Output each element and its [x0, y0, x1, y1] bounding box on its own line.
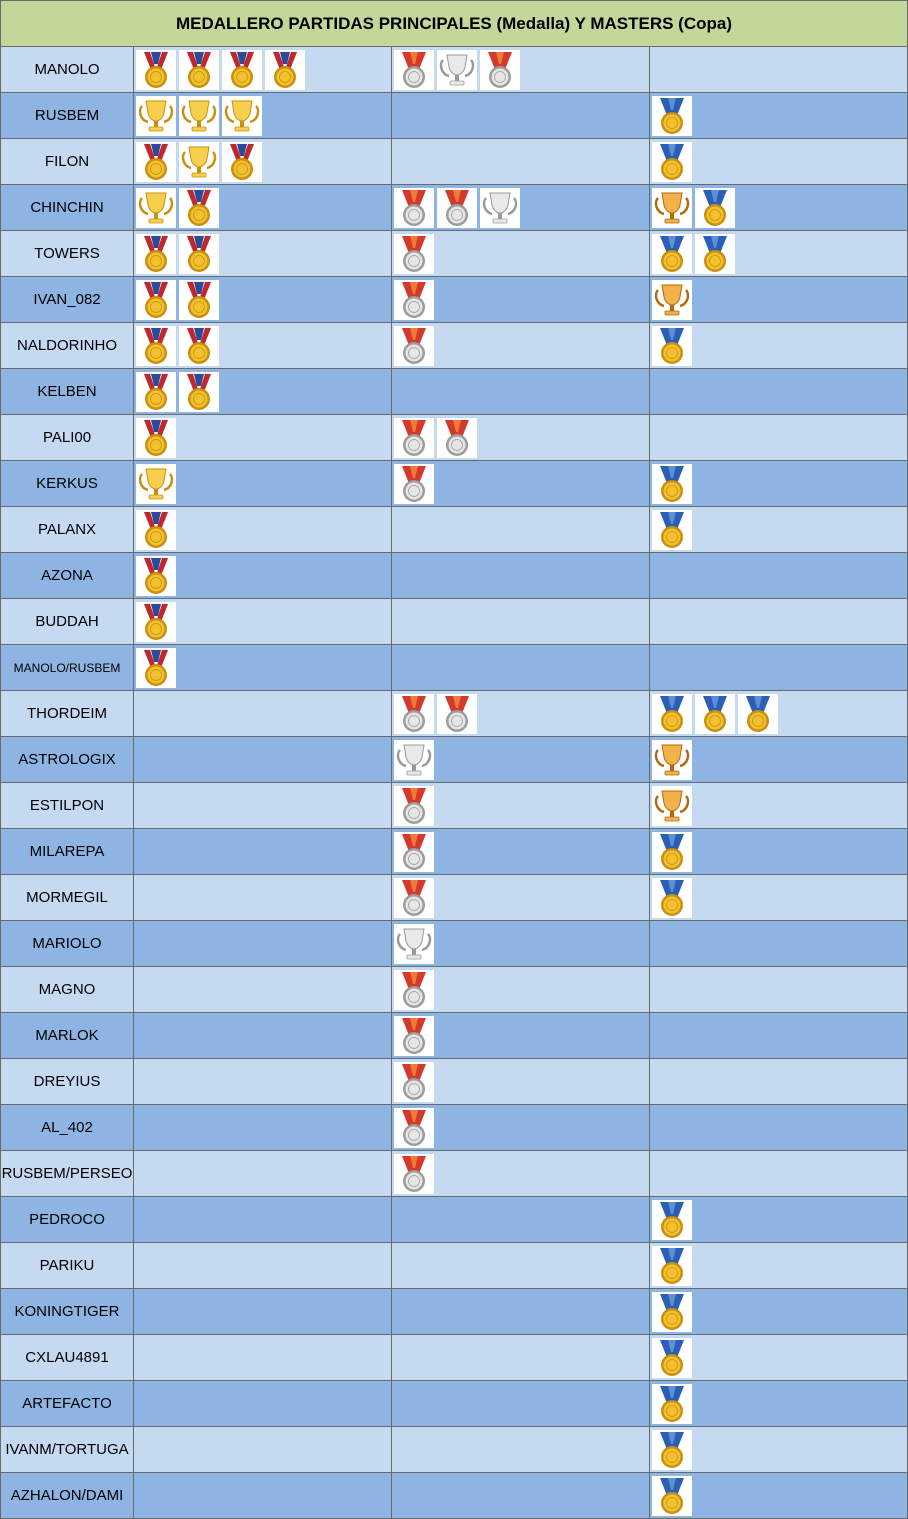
- bronze-awards-cell: [650, 139, 908, 185]
- table-row: [0, 1197, 908, 1243]
- bronze-awards-cell: [650, 1059, 908, 1105]
- silver-awards-cell: [392, 47, 650, 93]
- silver-awards-cell: [392, 553, 650, 599]
- gold-awards-cell: [134, 93, 392, 139]
- silver-awards-cell: [392, 185, 650, 231]
- gold-awards-cell: [134, 1289, 392, 1335]
- bronze-awards-cell: [650, 231, 908, 277]
- bronze-medal-icon: [652, 510, 692, 550]
- bronze-medal-icon: [652, 96, 692, 136]
- table-row: [0, 1059, 908, 1105]
- bronze-medal-icon: [652, 234, 692, 274]
- silver-medal-icon: [394, 418, 434, 458]
- gold-awards-cell: [134, 1059, 392, 1105]
- bronze-awards-cell: [650, 1013, 908, 1059]
- gold-medal-icon: [222, 142, 262, 182]
- gold-awards-cell: [134, 1427, 392, 1473]
- gold-awards-cell: [134, 737, 392, 783]
- silver-awards-cell: [392, 737, 650, 783]
- player-name: MANOLO: [0, 47, 134, 93]
- silver-cup-icon: [394, 740, 434, 780]
- gold-awards-cell: [134, 691, 392, 737]
- bronze-awards-cell: [650, 921, 908, 967]
- gold-awards-cell: [134, 277, 392, 323]
- player-name: ARTEFACTO: [0, 1381, 134, 1427]
- table-row: [0, 691, 908, 737]
- gold-awards-cell: [134, 1335, 392, 1381]
- table-row: [0, 277, 908, 323]
- table-row: [0, 461, 908, 507]
- bronze-cup-icon: [652, 740, 692, 780]
- gold-awards-cell: [134, 507, 392, 553]
- silver-medal-icon: [394, 188, 434, 228]
- table-row: [0, 875, 908, 921]
- player-name: ESTILPON: [0, 783, 134, 829]
- silver-awards-cell: [392, 1289, 650, 1335]
- gold-medal-icon: [136, 602, 176, 642]
- silver-awards-cell: [392, 93, 650, 139]
- gold-medal-icon: [179, 188, 219, 228]
- player-name: PALI00: [0, 415, 134, 461]
- bronze-awards-cell: [650, 1197, 908, 1243]
- bronze-medal-icon: [652, 1200, 692, 1240]
- silver-medal-icon: [394, 694, 434, 734]
- silver-medal-icon: [394, 280, 434, 320]
- silver-awards-cell: [392, 645, 650, 691]
- silver-awards-cell: [392, 369, 650, 415]
- silver-medal-icon: [394, 234, 434, 274]
- bronze-awards-cell: [650, 369, 908, 415]
- gold-cup-icon: [179, 96, 219, 136]
- gold-awards-cell: [134, 231, 392, 277]
- silver-awards-cell: [392, 829, 650, 875]
- bronze-medal-icon: [738, 694, 778, 734]
- gold-medal-icon: [136, 372, 176, 412]
- table-row: [0, 507, 908, 553]
- bronze-cup-icon: [652, 280, 692, 320]
- silver-awards-cell: [392, 1197, 650, 1243]
- silver-medal-icon: [394, 50, 434, 90]
- bronze-awards-cell: [650, 415, 908, 461]
- gold-awards-cell: [134, 553, 392, 599]
- gold-awards-cell: [134, 645, 392, 691]
- gold-awards-cell: [134, 461, 392, 507]
- gold-medal-icon: [179, 234, 219, 274]
- silver-medal-icon: [394, 970, 434, 1010]
- silver-medal-icon: [437, 418, 477, 458]
- silver-awards-cell: [392, 691, 650, 737]
- silver-awards-cell: [392, 461, 650, 507]
- table-row: [0, 231, 908, 277]
- bronze-awards-cell: [650, 645, 908, 691]
- gold-medal-icon: [136, 648, 176, 688]
- gold-medal-icon: [265, 50, 305, 90]
- table-row: [0, 1427, 908, 1473]
- player-name: DREYIUS: [0, 1059, 134, 1105]
- table-row: [0, 1289, 908, 1335]
- player-name: TOWERS: [0, 231, 134, 277]
- gold-cup-icon: [136, 96, 176, 136]
- gold-cup-icon: [136, 464, 176, 504]
- player-name: THORDEIM: [0, 691, 134, 737]
- silver-cup-icon: [437, 50, 477, 90]
- silver-medal-icon: [394, 878, 434, 918]
- bronze-awards-cell: [650, 599, 908, 645]
- gold-medal-icon: [136, 234, 176, 274]
- player-name: PARIKU: [0, 1243, 134, 1289]
- bronze-awards-cell: [650, 1105, 908, 1151]
- table-row: [0, 737, 908, 783]
- bronze-awards-cell: [650, 185, 908, 231]
- player-name: MILAREPA: [0, 829, 134, 875]
- silver-awards-cell: [392, 139, 650, 185]
- bronze-awards-cell: [650, 47, 908, 93]
- table-row: [0, 783, 908, 829]
- player-name: MORMEGIL: [0, 875, 134, 921]
- player-name: KERKUS: [0, 461, 134, 507]
- silver-medal-icon: [394, 464, 434, 504]
- bronze-awards-cell: [650, 829, 908, 875]
- table-row: [0, 185, 908, 231]
- gold-awards-cell: [134, 921, 392, 967]
- table-row: [0, 1151, 908, 1197]
- gold-cup-icon: [136, 188, 176, 228]
- player-name: MAGNO: [0, 967, 134, 1013]
- gold-awards-cell: [134, 1013, 392, 1059]
- silver-medal-icon: [394, 326, 434, 366]
- table-row: [0, 553, 908, 599]
- bronze-medal-icon: [652, 464, 692, 504]
- table-row: [0, 415, 908, 461]
- gold-medal-icon: [136, 50, 176, 90]
- bronze-awards-cell: [650, 737, 908, 783]
- gold-awards-cell: [134, 967, 392, 1013]
- gold-awards-cell: [134, 185, 392, 231]
- silver-awards-cell: [392, 1473, 650, 1519]
- silver-medal-icon: [394, 1154, 434, 1194]
- bronze-awards-cell: [650, 553, 908, 599]
- table-row: [0, 921, 908, 967]
- table-row: [0, 967, 908, 1013]
- silver-awards-cell: [392, 921, 650, 967]
- gold-medal-icon: [136, 142, 176, 182]
- silver-cup-icon: [394, 924, 434, 964]
- silver-awards-cell: [392, 1151, 650, 1197]
- gold-awards-cell: [134, 1381, 392, 1427]
- bronze-medal-icon: [652, 1246, 692, 1286]
- silver-awards-cell: [392, 277, 650, 323]
- gold-awards-cell: [134, 1105, 392, 1151]
- gold-awards-cell: [134, 415, 392, 461]
- gold-medal-icon: [136, 510, 176, 550]
- silver-awards-cell: [392, 967, 650, 1013]
- player-name: RUSBEM: [0, 93, 134, 139]
- bronze-medal-icon: [652, 832, 692, 872]
- bronze-awards-cell: [650, 323, 908, 369]
- bronze-medal-icon: [652, 694, 692, 734]
- gold-cup-icon: [179, 142, 219, 182]
- gold-awards-cell: [134, 139, 392, 185]
- gold-medal-icon: [136, 418, 176, 458]
- bronze-medal-icon: [652, 1338, 692, 1378]
- silver-awards-cell: [392, 1105, 650, 1151]
- silver-medal-icon: [394, 1062, 434, 1102]
- player-name: NALDORINHO: [0, 323, 134, 369]
- player-name: PEDROCO: [0, 1197, 134, 1243]
- silver-cup-icon: [480, 188, 520, 228]
- player-name: AZONA: [0, 553, 134, 599]
- bronze-awards-cell: [650, 783, 908, 829]
- gold-awards-cell: [134, 1243, 392, 1289]
- gold-awards-cell: [134, 1473, 392, 1519]
- silver-awards-cell: [392, 415, 650, 461]
- silver-medal-icon: [394, 1016, 434, 1056]
- gold-awards-cell: [134, 1151, 392, 1197]
- table-row: [0, 829, 908, 875]
- silver-awards-cell: [392, 323, 650, 369]
- table-row: [0, 93, 908, 139]
- silver-awards-cell: [392, 1381, 650, 1427]
- gold-medal-icon: [136, 326, 176, 366]
- bronze-awards-cell: [650, 461, 908, 507]
- table-row: [0, 1013, 908, 1059]
- bronze-medal-icon: [695, 694, 735, 734]
- silver-awards-cell: [392, 783, 650, 829]
- player-name: AL_402: [0, 1105, 134, 1151]
- player-name: MARLOK: [0, 1013, 134, 1059]
- bronze-medal-icon: [652, 142, 692, 182]
- player-name: KELBEN: [0, 369, 134, 415]
- gold-awards-cell: [134, 1197, 392, 1243]
- gold-medal-icon: [179, 326, 219, 366]
- gold-cup-icon: [222, 96, 262, 136]
- bronze-cup-icon: [652, 786, 692, 826]
- player-name: FILON: [0, 139, 134, 185]
- player-name: ASTROLOGIX: [0, 737, 134, 783]
- player-name: CXLAU4891: [0, 1335, 134, 1381]
- gold-medal-icon: [179, 50, 219, 90]
- bronze-medal-icon: [652, 1292, 692, 1332]
- gold-awards-cell: [134, 47, 392, 93]
- bronze-medal-icon: [652, 1384, 692, 1424]
- bronze-medal-icon: [652, 1476, 692, 1516]
- player-name: AZHALON/DAMI: [0, 1473, 134, 1519]
- bronze-awards-cell: [650, 1335, 908, 1381]
- player-name: PALANX: [0, 507, 134, 553]
- gold-awards-cell: [134, 369, 392, 415]
- table-title: MEDALLERO PARTIDAS PRINCIPALES (Medalla) Y MASTERS (Copa): [0, 0, 908, 47]
- silver-awards-cell: [392, 1243, 650, 1289]
- gold-awards-cell: [134, 829, 392, 875]
- silver-awards-cell: [392, 1013, 650, 1059]
- silver-awards-cell: [392, 231, 650, 277]
- gold-medal-icon: [136, 556, 176, 596]
- gold-medal-icon: [136, 280, 176, 320]
- player-name: IVANM/TORTUGA: [0, 1427, 134, 1473]
- table-row: [0, 1105, 908, 1151]
- player-name: BUDDAH: [0, 599, 134, 645]
- gold-medal-icon: [179, 280, 219, 320]
- player-name: CHINCHIN: [0, 185, 134, 231]
- bronze-medal-icon: [652, 878, 692, 918]
- silver-awards-cell: [392, 875, 650, 921]
- bronze-awards-cell: [650, 1243, 908, 1289]
- table-row: [0, 1381, 908, 1427]
- table-row: [0, 139, 908, 185]
- bronze-awards-cell: [650, 1289, 908, 1335]
- gold-medal-icon: [179, 372, 219, 412]
- bronze-awards-cell: [650, 875, 908, 921]
- gold-medal-icon: [222, 50, 262, 90]
- player-name: MARIOLO: [0, 921, 134, 967]
- bronze-medal-icon: [652, 1430, 692, 1470]
- player-name: IVAN_082: [0, 277, 134, 323]
- gold-awards-cell: [134, 323, 392, 369]
- bronze-awards-cell: [650, 93, 908, 139]
- silver-awards-cell: [392, 1059, 650, 1105]
- table-row: [0, 369, 908, 415]
- silver-awards-cell: [392, 599, 650, 645]
- silver-awards-cell: [392, 1427, 650, 1473]
- silver-awards-cell: [392, 1335, 650, 1381]
- table-row: [0, 1473, 908, 1519]
- table-row: [0, 1335, 908, 1381]
- bronze-awards-cell: [650, 277, 908, 323]
- silver-medal-icon: [437, 188, 477, 228]
- gold-awards-cell: [134, 599, 392, 645]
- gold-awards-cell: [134, 875, 392, 921]
- silver-awards-cell: [392, 507, 650, 553]
- bronze-awards-cell: [650, 1473, 908, 1519]
- bronze-awards-cell: [650, 967, 908, 1013]
- silver-medal-icon: [394, 786, 434, 826]
- player-name: MANOLO/RUSBEM: [0, 645, 134, 691]
- silver-medal-icon: [480, 50, 520, 90]
- player-name: RUSBEM/PERSEO: [0, 1151, 134, 1197]
- silver-medal-icon: [394, 832, 434, 872]
- table-row: [0, 599, 908, 645]
- table-row: [0, 323, 908, 369]
- bronze-awards-cell: [650, 691, 908, 737]
- silver-medal-icon: [437, 694, 477, 734]
- bronze-medal-icon: [695, 234, 735, 274]
- bronze-cup-icon: [652, 188, 692, 228]
- table-row: [0, 47, 908, 93]
- silver-medal-icon: [394, 1108, 434, 1148]
- bronze-awards-cell: [650, 507, 908, 553]
- table-row: [0, 645, 908, 691]
- player-name: KONINGTIGER: [0, 1289, 134, 1335]
- bronze-awards-cell: [650, 1381, 908, 1427]
- bronze-medal-icon: [652, 326, 692, 366]
- bronze-medal-icon: [695, 188, 735, 228]
- bronze-awards-cell: [650, 1151, 908, 1197]
- gold-awards-cell: [134, 783, 392, 829]
- bronze-awards-cell: [650, 1427, 908, 1473]
- table-row: [0, 1243, 908, 1289]
